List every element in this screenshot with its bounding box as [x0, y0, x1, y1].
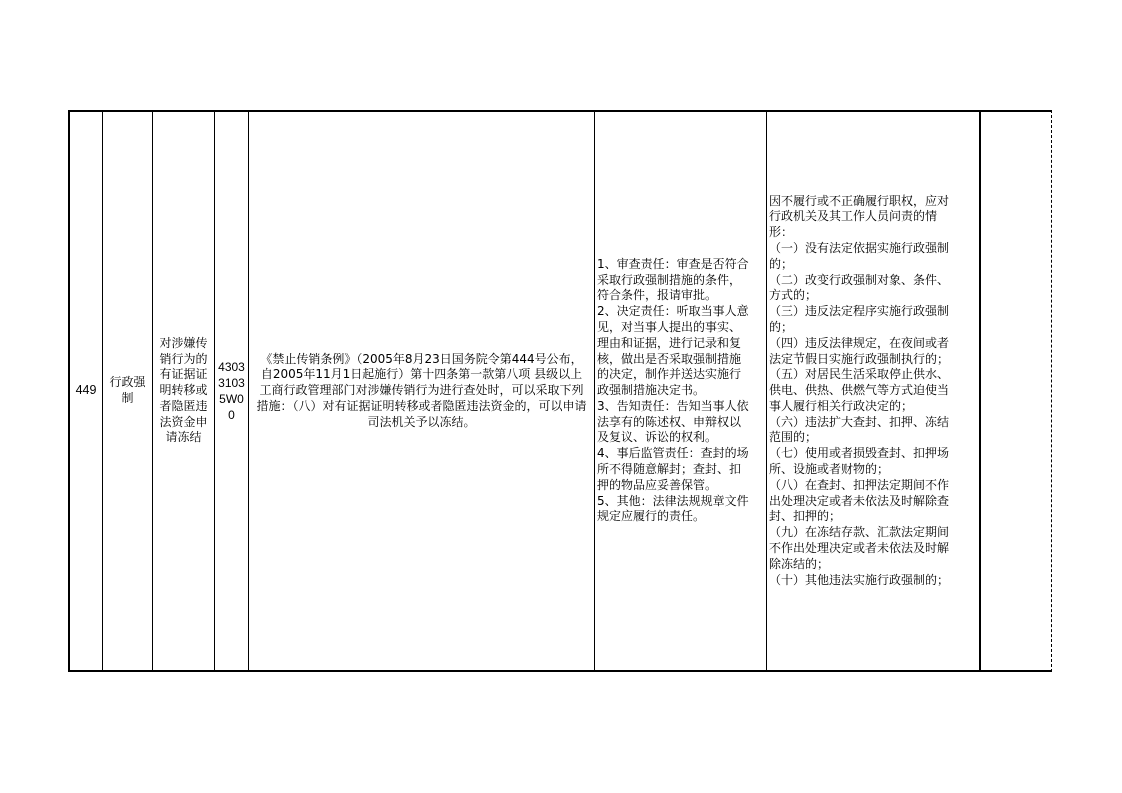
- remark-cell: [979, 110, 1052, 672]
- responsibility-items: 1、审查责任：审查是否符合 采取行政强制措施的条件， 符合条件，报请审批。 2、决定责任：听取当事人意 见，对当事人提出的事实、 理由和证据，进行记录和复 核，做出是否采取强制措施 的决定，制作并送达实施行 政强制措施决定书。 3、告知责任：告知当事人依 法享有的陈述权、申辩权以 及复议、诉讼的权利。 4、事后监管责任：查封的场 所不得随意解封；查封、扣 押的物品应妥善保管。 5、其他：法律法规规章文件 规定应履行的责任。: [597, 256, 749, 524]
- power-list-table: [68, 110, 1052, 672]
- power-type: 行政强 制: [109, 375, 146, 405]
- power-code-cell: [214, 110, 248, 672]
- row-number-cell: [68, 110, 102, 672]
- responsibility-cell: [594, 110, 766, 672]
- row-number: 449: [75, 383, 97, 398]
- power-code: 43033103 5W00: [218, 360, 245, 422]
- accountability-cell: [766, 110, 979, 672]
- legal-basis: 《禁止传销条例》（2005年8月23日国务院令第444号公布，自2005年11月1日起施行）第十四条第一款第八项 县级以上工商行政管理部门对涉嫌传销行为进行查处时，可以采取下列措施：（八）对有证据证明转移或者隐匿违法资金的，可以申请司法机关予以冻结。: [256, 351, 587, 429]
- power-name-cell: [152, 110, 214, 672]
- accountability-items: 因不履行或不正确履行职权，应对 行政机关及其工作人员问责的情 形： （一）没有法定依据实施行政强制 的； （二）改变行政强制对象、条件、 方式的； （三）违反法定程序实施行政强制 的； （四）违反法律规定，在夜间或者 法定节假日实施行政强制执行的； （五）对居民生活采取停止供水、 供电、供热、供燃气等方式迫使当 事人履行相关行政决定的； （六）违法扩大查封、扣押、冻结 范围的； （七）使用或者损毁查封、扣押场 所、设施或者财物的； （八）在查封、扣押法定期间不作 出处理决定或者未依法及时解除查 封、扣押的； （九）在冻结存款、汇款法定期间 不作出处理决定或者未依法及时解 除冻结的； （十）其他违法实施行政强制的；: [769, 193, 950, 587]
- power-type-cell: [102, 110, 152, 672]
- power-name: 对涉嫌传 销行为的 有证据证 明转移或 者隐匿违 法资金申 请冻结: [159, 335, 208, 445]
- legal-basis-cell: [248, 110, 594, 672]
